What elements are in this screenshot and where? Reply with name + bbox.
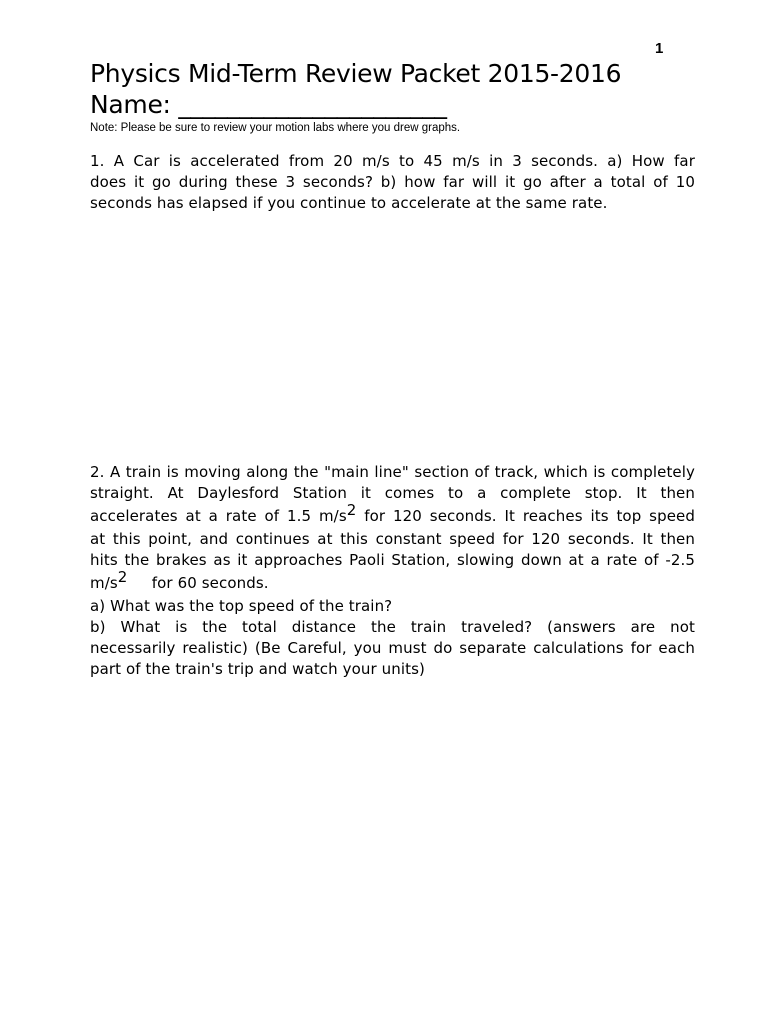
question-2-line: 2. A train is moving along the "main line" section of track, which is completely xyxy=(90,463,695,481)
name-field-label: Name: ______________________ xyxy=(90,90,447,119)
question-1 xyxy=(90,151,695,214)
question-2-part-b: necessarily realistic) (Be Careful, you must do separate calculations for each xyxy=(90,639,695,657)
question-2-line: straight. At Daylesford Station it comes to a complete stop. It then xyxy=(90,484,695,502)
question-2-line: hits the brakes as it approaches Paoli Station, slowing down at a rate of -2.5 xyxy=(90,551,695,569)
question-2-text: m/s xyxy=(90,574,118,592)
question-1-line: does it go during these 3 seconds? b) how far will it go after a total of 10 xyxy=(90,173,695,191)
question-2-line xyxy=(90,501,695,529)
question-1-line: seconds has elapsed if you continue to accelerate at the same rate. xyxy=(90,194,608,212)
question-1-line: 1. A Car is accelerated from 20 m/s to 45 m/s in 3 seconds. a) How far xyxy=(90,152,695,170)
question-2 xyxy=(90,462,695,680)
question-2-text: for 120 seconds. It reaches its top speed xyxy=(356,507,695,525)
question-2-line xyxy=(90,568,695,596)
question-2-part-b: part of the train's trip and watch your units) xyxy=(90,660,425,678)
question-2-part-a: a) What was the top speed of the train? xyxy=(90,597,393,615)
question-2-part-b: b) What is the total distance the train traveled? (answers are not xyxy=(90,618,695,636)
question-2-text: for 60 seconds. xyxy=(127,574,269,592)
page-title: Physics Mid-Term Review Packet 2015-2016 xyxy=(90,59,622,88)
exponent: 2 xyxy=(346,501,357,519)
question-2-text: accelerates at a rate of 1.5 m/s xyxy=(90,507,347,525)
review-note: Note: Please be sure to review your motion labs where you drew graphs. xyxy=(90,122,461,134)
question-2-line: at this point, and continues at this constant speed for 120 seconds. It then xyxy=(90,530,695,548)
page-number: 1 xyxy=(655,40,664,57)
exponent: 2 xyxy=(117,568,128,586)
